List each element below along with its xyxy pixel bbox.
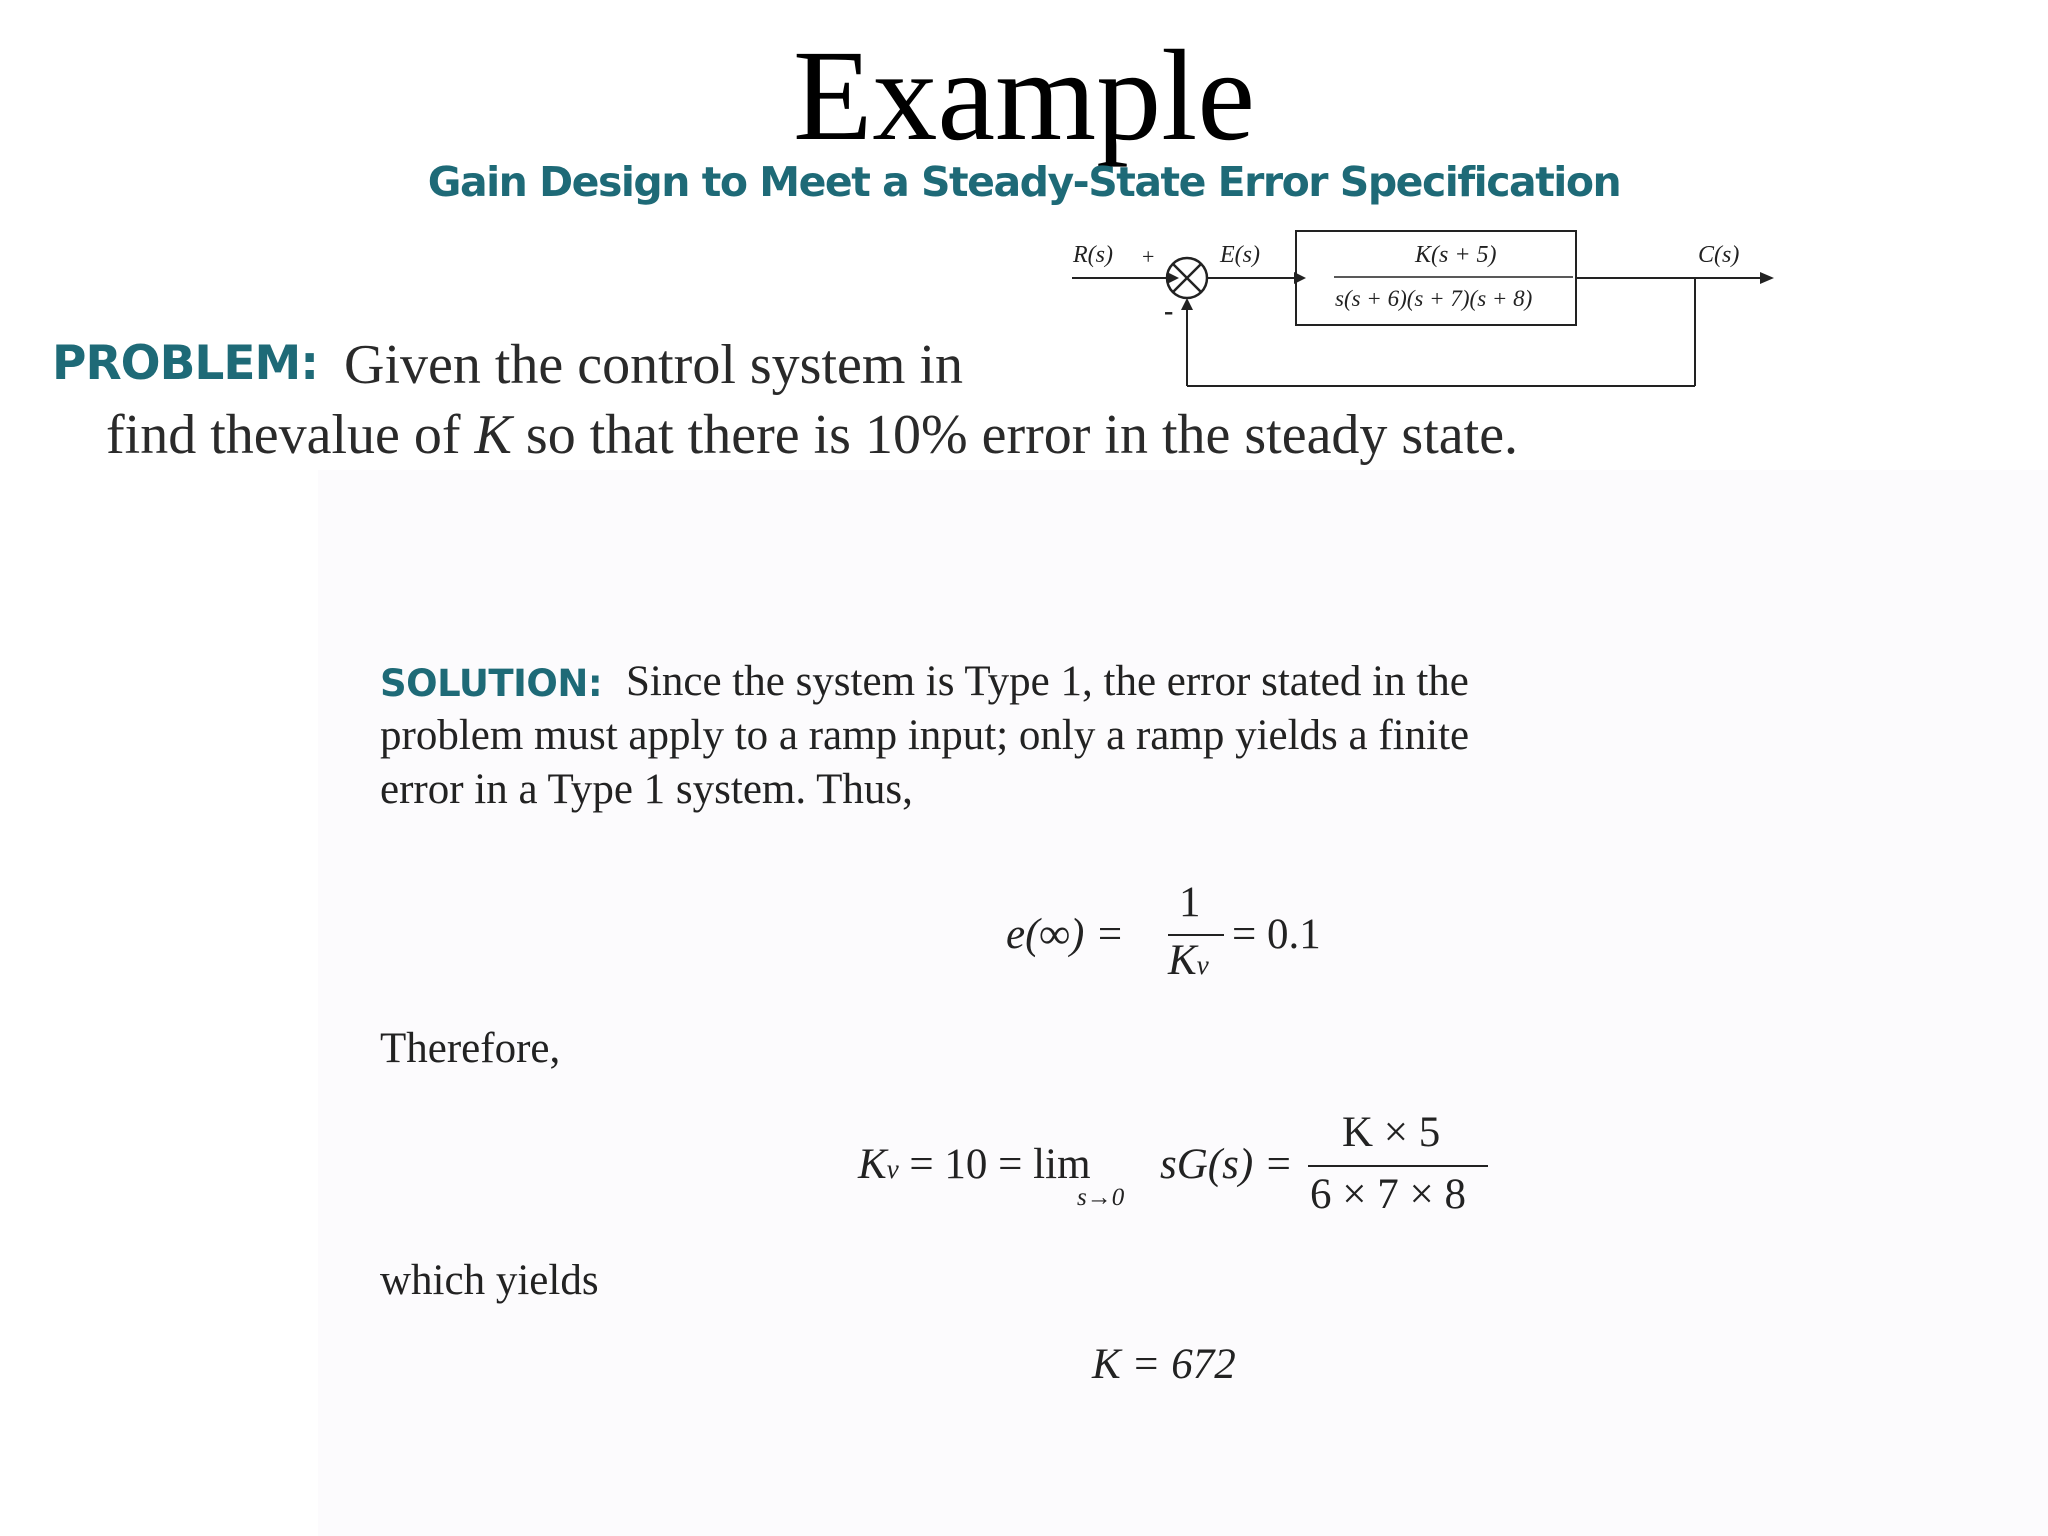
which-yields-text: which yields xyxy=(380,1257,599,1304)
solution-label: SOLUTION: xyxy=(380,662,603,705)
slide-title: Example xyxy=(792,24,1256,168)
eq1-rhs: = 0.1 xyxy=(1232,911,1321,958)
solution-line-3: error in a Type 1 system. Thus, xyxy=(380,766,913,813)
eq1-lhs: e(∞) = xyxy=(1006,911,1125,958)
error-label: E(s) xyxy=(1220,242,1260,268)
output-label: C(s) xyxy=(1698,242,1740,268)
transfer-numerator: K(s + 5) xyxy=(1415,242,1497,268)
eq1-denominator: Kv xyxy=(1168,937,1209,984)
plus-sign: + xyxy=(1142,244,1155,269)
minus-sign: - xyxy=(1164,296,1174,327)
solution-line-2: problem must apply to a ramp input; only a ramp yields a finite xyxy=(380,712,1470,759)
equation-k-result: K = 672 xyxy=(1092,1341,1236,1388)
therefore-text: Therefore, xyxy=(380,1025,561,1072)
problem-line-1: Given the control system in xyxy=(344,334,964,396)
transfer-denominator: s(s + 6)(s + 7)(s + 8) xyxy=(1335,286,1533,311)
eq2-lhs: Kv = 10 = lim xyxy=(858,1141,1091,1188)
eq2-denominator: 6 × 7 × 8 xyxy=(1310,1171,1467,1218)
eq2-numerator: K × 5 xyxy=(1342,1109,1441,1156)
eq1-numerator: 1 xyxy=(1179,879,1201,926)
problem-line-2: find thevalue of K so that there is 10% error in the steady state. xyxy=(106,404,1519,466)
problem-label: PROBLEM: xyxy=(52,336,319,391)
slide-subtitle: Gain Design to Meet a Steady-State Error Specification xyxy=(427,158,1621,206)
solution-line-1: Since the system is Type 1, the error stated in the xyxy=(626,658,1469,705)
input-label: R(s) xyxy=(1073,242,1113,268)
eq2-function: sG(s) = xyxy=(1160,1141,1293,1188)
eq2-fraction-bar xyxy=(1308,1165,1488,1167)
eq2-limit-subscript: s→0 xyxy=(1077,1184,1125,1211)
block-diagram xyxy=(1060,220,1780,400)
